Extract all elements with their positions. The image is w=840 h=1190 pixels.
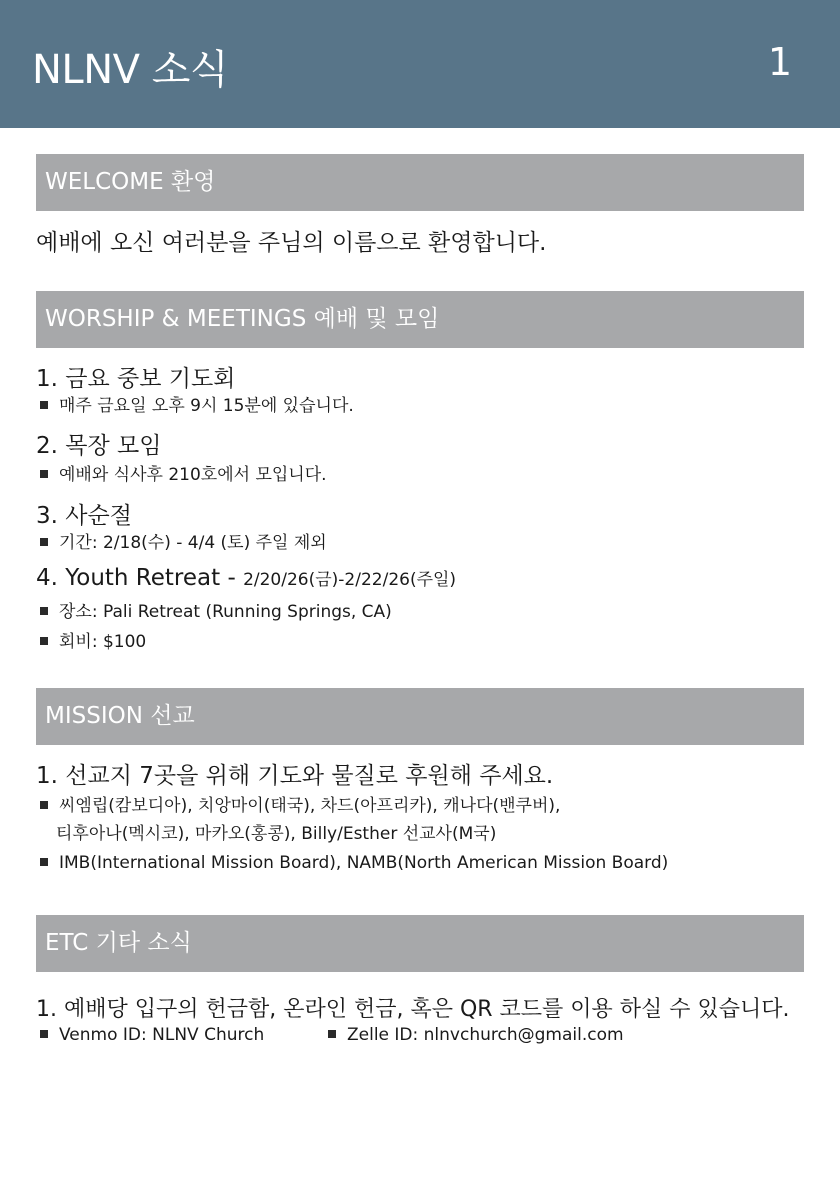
square-bullet-icon	[40, 607, 48, 615]
list-item	[40, 460, 327, 485]
square-bullet-icon	[40, 538, 48, 546]
bullet-text: 매주 금요일 오후 9시 15분에 있습니다.	[59, 396, 354, 416]
worship-item-title: 1. 금요 중보 기도회	[36, 366, 236, 392]
square-bullet-icon	[40, 801, 48, 809]
page-header	[0, 0, 840, 128]
square-bullet-icon	[328, 1030, 336, 1038]
list-item	[40, 627, 146, 652]
section-heading-mission: MISSION 선교	[36, 688, 804, 745]
list-item	[328, 1025, 624, 1045]
square-bullet-icon	[40, 637, 48, 645]
square-bullet-icon	[40, 1030, 48, 1038]
section-heading-welcome: WELCOME 환영	[36, 154, 804, 211]
page-number: 1	[767, 40, 792, 84]
bullet-text: IMB(International Mission Board), NAMB(North American Mission Board)	[59, 853, 669, 873]
square-bullet-icon	[40, 401, 48, 409]
welcome-text: 예배에 오신 여러분을 주님의 이름으로 환영합니다.	[36, 230, 547, 256]
bullet-continuation: 티후아나(멕시코), 마카오(홍콩), Billy/Esther 선교사(M국)	[56, 824, 497, 844]
list-item	[40, 853, 668, 873]
bullet-text: 기간: 2/18(수) - 4/4 (토) 주일 제외	[59, 533, 327, 553]
bullet-text: 장소: Pali Retreat (Running Springs, CA)	[59, 602, 392, 622]
bullet-text: 예배와 식사후 210호에서 모입니다.	[59, 465, 327, 485]
list-item	[40, 1025, 264, 1045]
worship-item-title	[36, 565, 456, 591]
bullet-text: 회비: $100	[59, 632, 147, 652]
mission-title: 1. 선교지 7곳을 위해 기도와 물질로 후원해 주세요.	[36, 763, 554, 789]
list-item	[40, 597, 392, 622]
retreat-dates: 2/20/26(금)-2/22/26(주일)	[243, 570, 457, 590]
worship-item-title: 2. 목장 모임	[36, 433, 162, 459]
bullet-text: 씨엠립(캄보디아), 치앙마이(태국), 차드(아프리카), 캐나다(밴쿠버),	[59, 796, 561, 816]
section-heading-etc: ETC 기타 소식	[36, 915, 804, 972]
list-item	[40, 791, 560, 816]
square-bullet-icon	[40, 858, 48, 866]
list-item	[40, 391, 354, 416]
etc-title: 1. 예배당 입구의 헌금함, 온라인 헌금, 혹은 QR 코드를 이용 하실 수 있습니다.	[36, 997, 790, 1022]
list-item	[40, 528, 327, 553]
square-bullet-icon	[40, 470, 48, 478]
page-title: NLNV 소식	[32, 47, 228, 93]
section-heading-worship: WORSHIP & MEETINGS 예배 및 모임	[36, 291, 804, 348]
venmo-id: Venmo ID: NLNV Church	[59, 1025, 265, 1045]
worship-item-title: 3. 사순절	[36, 503, 132, 529]
zelle-id: Zelle ID: nlnvchurch@gmail.com	[347, 1025, 624, 1045]
retreat-title: 4. Youth Retreat -	[36, 565, 244, 591]
